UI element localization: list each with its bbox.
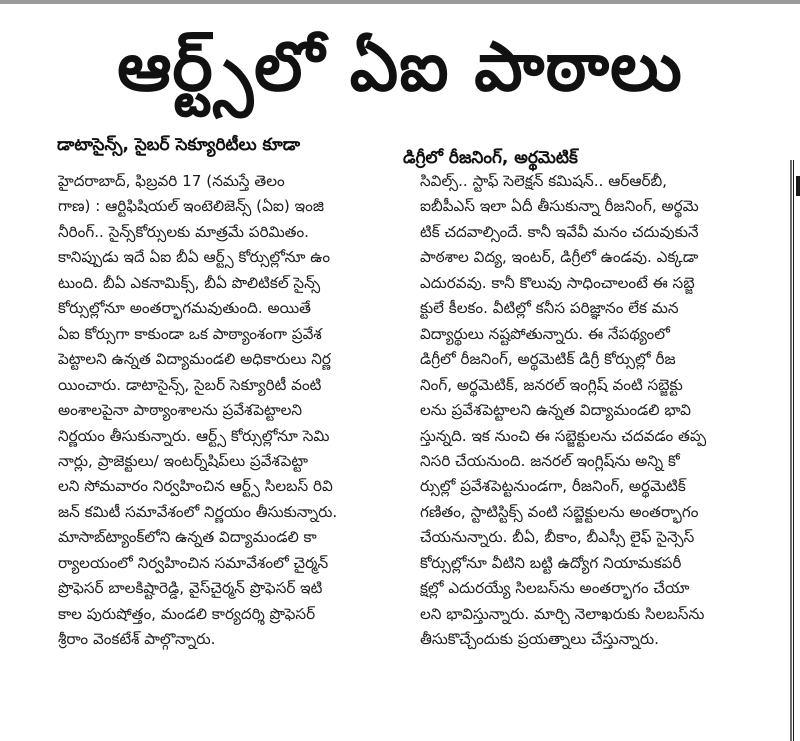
body-line: నింగ్, అర్థమెటిక్, జనరల్ ఇంగ్లిష్ వంటి సబ్జెక్టు	[420, 375, 683, 394]
body-line: టిక్ చదవాల్సిందే. కానీ ఇవేవీ మనం చదువుకునే	[420, 222, 699, 241]
body-line: తీసుకొచ్చేందుకు ప్రయత్నాలు చేస్తున్నారు.	[420, 630, 660, 649]
body-line: ఏఐ కోర్సుగా కాకుండా ఒక పాఠ్యాంశంగా ప్రవేశ	[58, 324, 322, 343]
adjacent-article-rule	[790, 160, 792, 741]
body-line: శ్రీరాం వెంకటేశ్ పాల్గొన్నారు.	[58, 630, 216, 649]
body-line: టుంది. బీఏ ఎకనామిక్స్, బీఏ పొలిటికల్ సైన్స్	[58, 273, 321, 292]
body-line: సివిల్స్.. స్టాఫ్ సెలెక్షన్ కమిషన్.. ఆర్‌ఆర్‌బీ,	[420, 172, 667, 190]
body-line: లను ప్రవేశపెట్టాలని ఉన్నత విద్యామండలి భావి	[420, 401, 691, 420]
body-line: కోర్సుల్లోనూ అంతర్భాగమవుతుంది. అయితే	[58, 299, 312, 318]
body-line: ఐబీపీఎస్ ఇలా ఏదీ తీసుకున్నా రీజనింగ్, అర్థమె	[420, 197, 699, 216]
left-column-subheading: డాటాసైన్స్, సైబర్ సెక్యూరిటీలు కూడా	[57, 135, 301, 155]
body-line: స్తున్నది. ఇక నుంచి ఈ సబ్జెక్టులను చదవడం తప్ప	[420, 426, 707, 445]
body-line: లని భావిస్తున్నారు. మార్చి నెలాఖరుకు సిలబస్‌ను	[420, 604, 705, 623]
body-line: నార్లు, ప్రాజెక్టులు/ ఇంటర్న్‌షిప్‌లు ప్రవేశపెట్టా	[58, 451, 309, 470]
body-line: కానిప్పుడు ఇదే ఏఐ బీఏ ఆర్ట్స్ కోర్సుల్లోనూ ఉం	[58, 248, 331, 267]
body-line: ర్యాలయంలో నిర్వహించిన సమావేశంలో చైర్మన్	[58, 553, 329, 572]
body-line: హైదరాబాద్, ఫిబ్రవరి 17 (నమస్తే తెలం	[58, 172, 285, 190]
article-headline: ఆర్ట్స్‌లో ఏఐ పాఠాలు	[117, 28, 683, 107]
body-line: ఎదురవవు. కానీ కొలువు సాధించాలంటే ఈ సబ్జె	[420, 273, 695, 292]
body-line: డిగ్రీలో రీజనింగ్, అర్థమెటిక్ డిగ్రీ కోర్సుల్లో రీజ	[420, 350, 676, 369]
right-column-body	[420, 169, 772, 653]
body-line: క్టులే కీలకం. వీటిల్లో కనీస పరిజ్ఞానం లేక మన	[420, 299, 679, 318]
body-line: జన్ కమిటీ సమావేశంలో నిర్ణయం తీసుకున్నారు.	[58, 502, 338, 521]
body-line: కాల పురుషోత్తం, మండలి కార్యదర్శి ప్రొఫెసర్	[58, 604, 316, 623]
body-line: ప్రొఫెసర్ బాలకిష్టారెడ్డి, వైస్‌చైర్మన్ ప్రొఫెసర్ ఇటి	[58, 579, 323, 598]
body-line: ర్సుల్లో ప్రవేశపెట్టనుండగా, రీజనింగ్, అర్థమెటిక్	[420, 477, 686, 496]
body-line: కోర్సుల్లోనూ వీటిని బట్టి ఉద్యోగ నియామకపరీ	[420, 553, 682, 572]
body-line: గాణ) : ఆర్టిఫిషియల్ ఇంటెలిజెన్స్ (ఏఐ) ఇంజి	[58, 197, 324, 216]
body-line: యించారు. డాటాసైన్స్, సైబర్ సెక్యూరిటీ వంటి	[58, 375, 322, 394]
body-line: చేయనున్నారు. బీఏ, బీకాం, బీఎస్సీ లైఫ్ సైన్సెస్	[420, 528, 695, 547]
body-line: మాసాబ్‌ట్యాంక్‌లోని ఉన్నత విద్యామండలి కా	[58, 528, 317, 547]
body-line: నిసరి చేయనుంది. జనరల్ ఇంగ్లిష్‌ను అన్ని కో	[420, 451, 680, 470]
adjacent-article-mark	[796, 176, 800, 196]
top-border-rule	[0, 0, 800, 4]
body-line: అంశాలపైనా పాఠ్యాంశాలను ప్రవేశపెట్టాలని	[58, 401, 303, 420]
adjacent-article-edge	[793, 160, 800, 741]
body-line: నిర్ణయం తీసుకున్నారు. ఆర్ట్స్ కోర్సుల్లోనూ సెమి	[58, 426, 330, 445]
body-line: గణితం, స్టాటిస్టిక్స్ వంటి సబ్జెక్టులను అంతర్భాగం	[420, 502, 699, 521]
body-line: విద్యార్థులు నష్టపోతున్నారు. ఈ నేపథ్యంలో	[420, 324, 670, 343]
body-line: లని సోమవారం నిర్వహించిన ఆర్ట్స్ సిలబస్ రివి	[58, 477, 333, 496]
body-line: పెట్టాలని ఉన్నత విద్యామండలి అధికారులు నిర్ణ	[58, 350, 331, 369]
body-line: నీరింగ్.. సైన్స్‌కోర్సులకు మాత్రమే పరిమితం.	[58, 222, 309, 241]
body-line: క్షల్లో ఎదురయ్యే సిలబస్‌ను అంతర్భాగం చేయా	[420, 579, 690, 598]
right-column-subheading: డిగ్రీలో రీజనింగ్, అర్థమెటిక్	[403, 148, 578, 168]
left-column-body	[58, 169, 404, 653]
body-line: పాఠశాల విద్య, ఇంటర్, డిగ్రీలో ఉండవు. ఎక్కడా	[420, 248, 699, 267]
